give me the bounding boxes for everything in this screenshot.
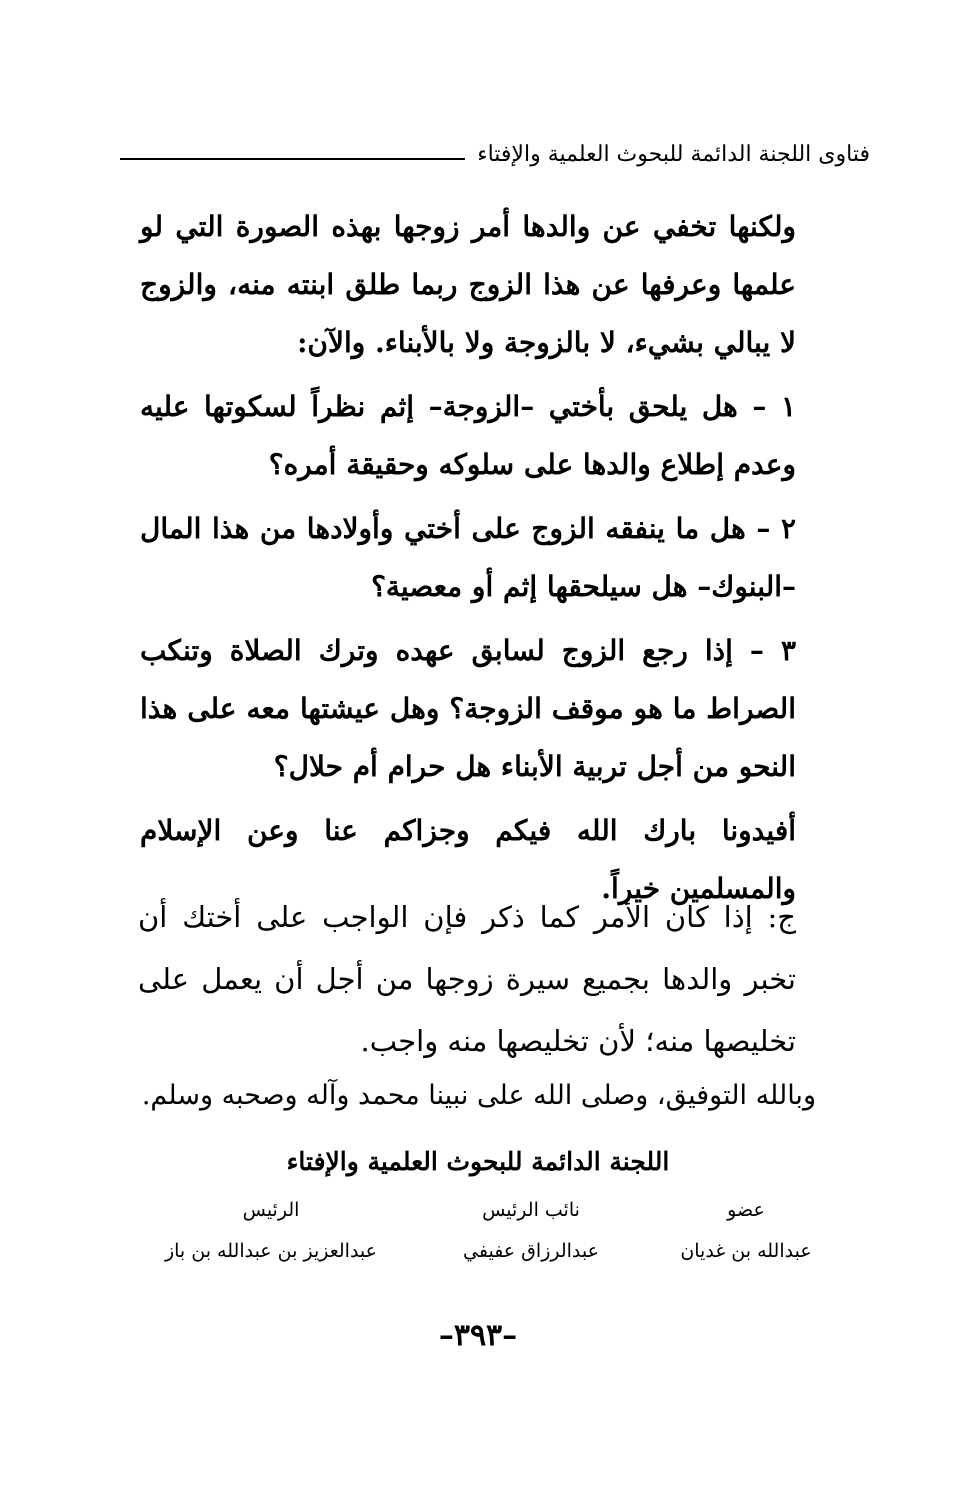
signature-role: عضو — [727, 1199, 765, 1221]
answer-text — [138, 886, 796, 1072]
signature-chair — [156, 1192, 386, 1266]
signature-member — [676, 1192, 816, 1266]
running-header — [120, 134, 870, 174]
page-number: –٣٩٣– — [438, 1318, 518, 1353]
header-title: فتاوى اللجنة الدائمة للبحوث العلمية والإفتاء — [477, 141, 870, 167]
question-text — [140, 198, 796, 924]
signature-name: عبدالله بن غديان — [680, 1240, 812, 1262]
signature-role: الرئيس — [242, 1199, 300, 1221]
committee-name: اللجنة الدائمة للبحوث العلمية والإفتاء — [286, 1147, 670, 1176]
question-item-2: ٢ – هل ما ينفقه الزوج على أختي وأولادها من هذا المال –البنوك– هل سيلحقها إثم أو معصية؟ — [140, 512, 796, 603]
question-request: أفيدونا بارك الله فيكم وجزاكم عنا وعن الإسلام والمسلمين خيراً. — [140, 814, 796, 905]
question-item-1: ١ – هل يلحق بأختي –الزوجة– إثم نظراً لسكوتها عليه وعدم إطلاع والدها على سلوكه وحقيقة أمره؟ — [140, 390, 796, 481]
answer-paragraph: ج: إذا كان الأمر كما ذكر فإن الواجب على أختك أن تخبر والدها بجميع سيرة زوجها من أجل أن يعمل على تخليصها منه؛ لأن تخليصها منه واجب. — [138, 900, 796, 1058]
signature-role: نائب الرئيس — [482, 1199, 580, 1221]
signature-name: عبدالعزيز بن عبدالله بن باز — [164, 1240, 378, 1262]
question-item-3: ٣ – إذا رجع الزوج لسابق عهده وترك الصلاة وتنكب الصراط ما هو موقف الزوجة؟ وهل عيشتها معه على هذا النحو من أجل تربية الأبناء هل حرام أم حلال؟ — [140, 634, 796, 783]
header-rule — [120, 158, 465, 160]
signature-name: عبدالرزاق عفيفي — [463, 1240, 599, 1262]
closing-formula: وبالله التوفيق، وصلى الله على نبينا محمد وآله وصحبه وسلم. — [141, 1080, 816, 1111]
signature-vice-chair — [441, 1192, 621, 1266]
question-intro: ولكنها تخفي عن والدها أمر زوجها بهذه الصورة التي لو علمها وعرفها عن هذا الزوج ربما طلق ابنته منه، والزوج لا يبالي بشيء، لا بالزوجة ولا بالأبناء. والآن: — [140, 210, 796, 359]
